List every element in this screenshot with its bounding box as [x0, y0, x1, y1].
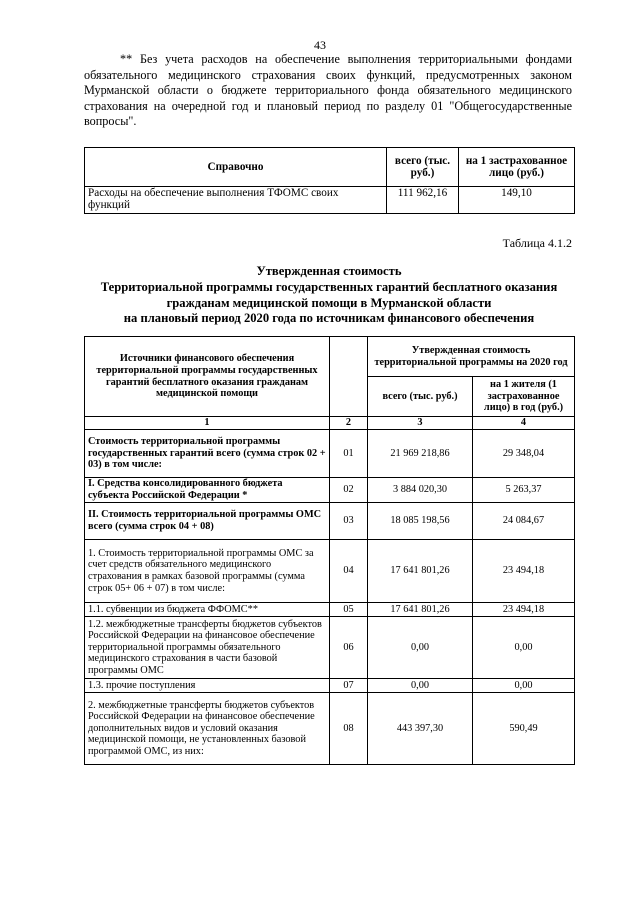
row-code: 05 [330, 603, 368, 617]
table-row [85, 478, 575, 503]
row-total: 3 884 020,30 [368, 478, 473, 503]
table-label: Таблица 4.1.2 [502, 236, 572, 250]
row-total: 18 085 198,56 [368, 503, 473, 540]
row-per-capita: 23 494,18 [473, 540, 575, 603]
table-row [85, 617, 575, 679]
table-row [85, 430, 575, 478]
row-total: 21 969 218,86 [368, 430, 473, 478]
row-total: 0,00 [368, 617, 473, 679]
row-code: 06 [330, 617, 368, 679]
row-per-capita: 5 263,37 [473, 478, 575, 503]
header-group: Утвержденная стоимость территориальной программы на 2020 год [368, 337, 575, 377]
column-number: 3 [368, 417, 473, 430]
row-code: 02 [330, 478, 368, 503]
page-number: 43 [314, 38, 326, 52]
row-label: 2. межбюджетные трансферты бюджетов субъектов Российской Федерации на финансовое обеспечение дополнительных видов и условий оказания медицинской помощи, не установленных базовой программой ОМС, из них: [85, 693, 330, 765]
row-total: 17 641 801,26 [368, 540, 473, 603]
header-source: Источники финансового обеспечения территориальной программы государственных гарантий бесплатного оказания гражданам медицинской помощи [85, 337, 330, 417]
row-code: 08 [330, 693, 368, 765]
column-number: 1 [85, 417, 330, 430]
row-label: I. Средства консолидированного бюджета субъекта Российской Федерации * [85, 478, 330, 503]
header-total: всего (тыс. руб.) [368, 377, 473, 417]
cost-table [84, 336, 575, 765]
row-per-capita: 0,00 [473, 679, 575, 693]
row-code: 07 [330, 679, 368, 693]
row-label: 1.1. субвенции из бюджета ФФОМС** [85, 603, 330, 617]
row-label: II. Стоимость территориальной программы ОМС всего (сумма строк 04 + 08) [85, 503, 330, 540]
row-total: 443 397,30 [368, 693, 473, 765]
ref-row-label: Расходы на обеспечение выполнения ТФОМС своих функций [85, 187, 387, 214]
ref-header-total: всего (тыс. руб.) [387, 148, 459, 187]
column-number: 4 [473, 417, 575, 430]
table-row [85, 679, 575, 693]
row-per-capita: 23 494,18 [473, 603, 575, 617]
header-per-capita: на 1 жителя (1 застрахованное лицо) в год (руб.) [473, 377, 575, 417]
row-code: 04 [330, 540, 368, 603]
row-total: 0,00 [368, 679, 473, 693]
ref-header-label: Справочно [85, 148, 387, 187]
title-line: гражданам медицинской помощи в Мурманской области [166, 295, 492, 310]
ref-header-per-capita: на 1 застрахованное лицо (руб.) [459, 148, 575, 187]
ref-row-total: 111 962,16 [387, 187, 459, 214]
footnote: ** Без учета расходов на обеспечение выполнения территориальными фондами обязательного медицинского страхования своих функций, предусмотренных законом Мурманской области о бюджете территориального фонда обязательного медицинского страхования на очередной год и плановый период по разделу 01 "Общегосударственные вопросы". [84, 52, 572, 129]
ref-row-per-capita: 149,10 [459, 187, 575, 214]
row-label: 1.2. межбюджетные трансферты бюджетов субъектов Российской Федерации на финансовое обеспечение территориальной программы обязательного медицинского страхования в части базовой программы ОМС [85, 617, 330, 679]
column-number: 2 [330, 417, 368, 430]
row-code: 03 [330, 503, 368, 540]
title-line: Утвержденная стоимость [256, 264, 402, 278]
table-row [85, 603, 575, 617]
row-label: 1. Стоимость территориальной программы ОМС за счет средств обязательного медицинского страхования в рамках базовой программы (сумма строк 05+ 06 + 07) в том числе: [85, 540, 330, 603]
row-label: 1.3. прочие поступления [85, 679, 330, 693]
table-title [84, 264, 574, 327]
row-label: Стоимость территориальной программы государственных гарантий всего (сумма строк 02 + 03) в том числе: [85, 430, 330, 478]
table-row [85, 540, 575, 603]
title-line: Территориальной программы государственных гарантий бесплатного оказания [100, 279, 558, 294]
reference-table [84, 147, 575, 214]
row-code: 01 [330, 430, 368, 478]
row-per-capita: 0,00 [473, 617, 575, 679]
title-line: на плановый период 2020 года по источникам финансового обеспечения [123, 311, 535, 326]
header-code [330, 337, 368, 417]
table-row [85, 693, 575, 765]
row-per-capita: 29 348,04 [473, 430, 575, 478]
row-per-capita: 24 084,67 [473, 503, 575, 540]
row-per-capita: 590,49 [473, 693, 575, 765]
table-row [85, 503, 575, 540]
row-total: 17 641 801,26 [368, 603, 473, 617]
